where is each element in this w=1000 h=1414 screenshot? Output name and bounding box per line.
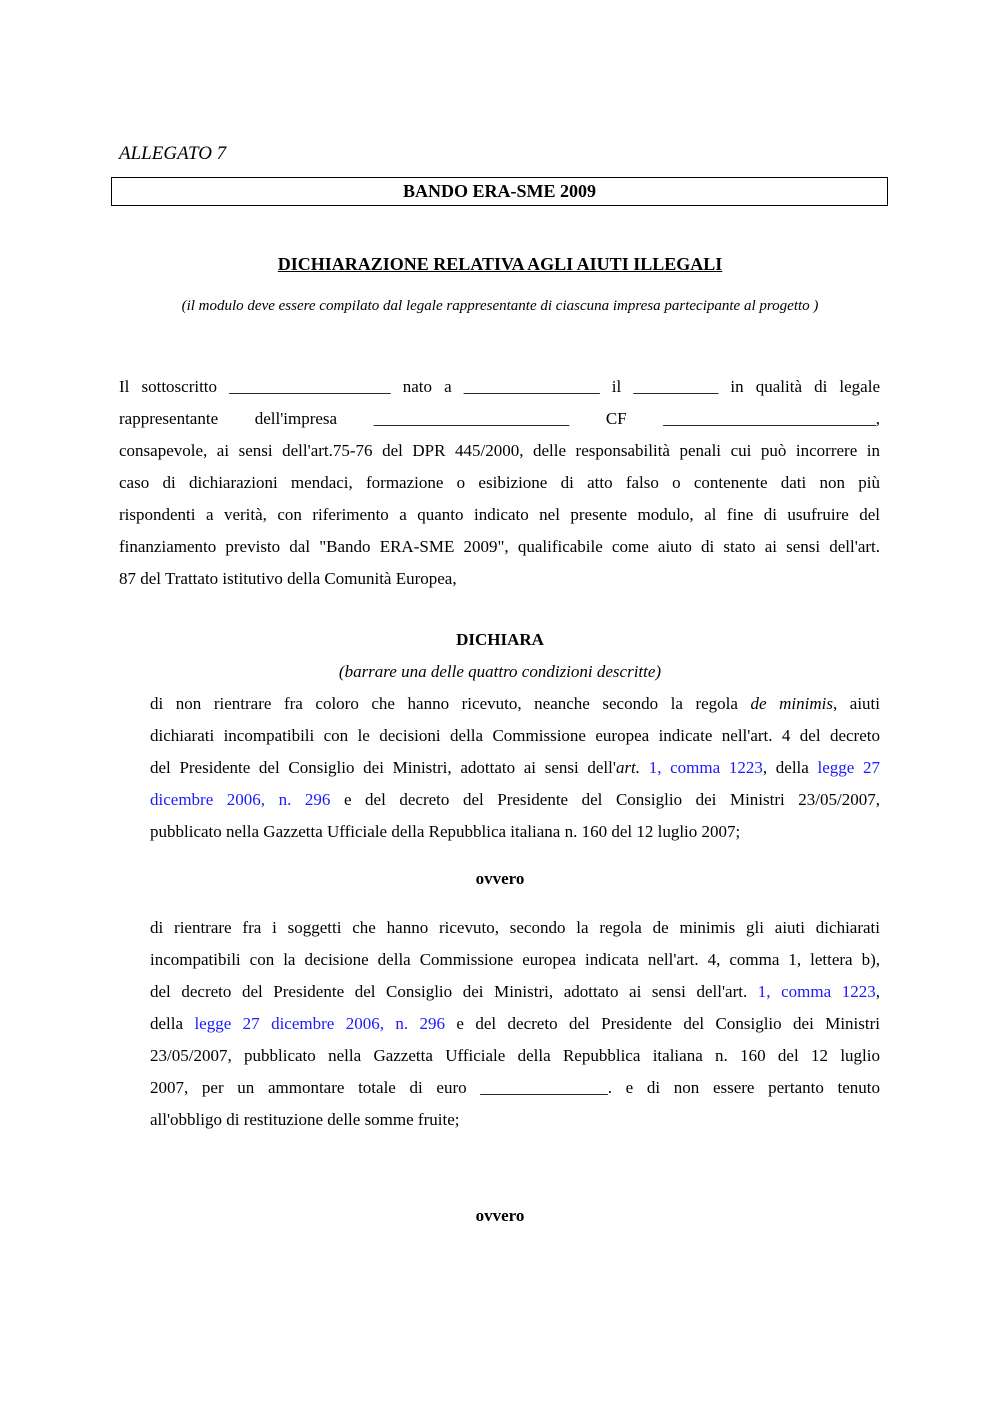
option-line: di rientrare fra i soggetti che hanno ricevuto, secondo la regola de minimis gli aiuti dichiarati	[150, 918, 880, 937]
attachment-label: ALLEGATO 7	[119, 143, 227, 164]
law-link[interactable]: legge 27 dicembre 2006, n. 296	[194, 1014, 446, 1033]
dichiara-heading: DICHIARA	[456, 630, 544, 649]
declaration-title: DICHIARAZIONE RELATIVA AGLI AIUTI ILLEGALI	[277, 254, 723, 274]
law-link[interactable]: 1, comma 1223	[640, 758, 763, 777]
option-line: pubblicato nella Gazzetta Ufficiale della Repubblica italiana n. 160 del 12 luglio 2007;	[150, 822, 741, 841]
intro-line: 87 del Trattato istitutivo della Comunità Europea,	[119, 569, 457, 588]
intro-paragraph	[119, 371, 880, 595]
option-1-paragraph	[150, 688, 880, 848]
option-line: 2007, per un ammontare totale di euro _______________. e di non essere pertanto tenuto	[150, 1078, 880, 1097]
option-line: della legge 27 dicembre 2006, n. 296 e del decreto del Presidente del Consiglio dei Ministri	[150, 1014, 881, 1033]
intro-line: finanziamento previsto dal "Bando ERA-SME 2009", qualificabile come aiuto di stato ai sensi dell'art.	[119, 537, 880, 556]
option-2-paragraph	[150, 912, 880, 1136]
bando-title-box: BANDO ERA-SME 2009	[111, 177, 888, 206]
intro-line: caso di dichiarazioni mendaci, formazione o esibizione di atto falso o contenente dati non più	[119, 473, 880, 492]
law-link[interactable]: legge 27	[817, 758, 880, 777]
law-link[interactable]: dicembre 2006, n. 296	[150, 790, 331, 809]
ovvero-separator: ovvero	[475, 1206, 525, 1225]
option-line: 23/05/2007, pubblicato nella Gazzetta Ufficiale della Repubblica italiana n. 160 del 12 luglio	[150, 1046, 880, 1065]
option-line: dicembre 2006, n. 296 e del decreto del Presidente del Consiglio dei Ministri 23/05/2007,	[150, 790, 880, 809]
option-line: del Presidente del Consiglio dei Ministri, adottato ai sensi dell'art. 1, comma 1223, della legge 27	[150, 758, 880, 777]
ovvero-separator: ovvero	[475, 869, 525, 888]
option-line: all'obbligo di restituzione delle somme fruite;	[150, 1110, 460, 1129]
intro-line: rappresentante dell'impresa _______________________ CF _________________________,	[119, 409, 880, 428]
intro-line: rispondenti a verità, con riferimento a quanto indicato nel presente modulo, al fine di usufruire del	[119, 505, 880, 524]
form-instructions: (il modulo deve essere compilato dal legale rappresentante di ciascuna impresa partecipante al progetto )	[181, 298, 819, 314]
option-line: dichiarati incompatibili con le decisioni della Commissione europea indicate nell'art. 4 del decreto	[150, 726, 880, 745]
option-line: di non rientrare fra coloro che hanno ricevuto, neanche secondo la regola de minimis, aiuti	[150, 694, 880, 713]
instruction-note: (barrare una delle quattro condizioni descritte)	[338, 662, 662, 681]
intro-line: consapevole, ai sensi dell'art.75-76 del DPR 445/2000, delle responsabilità penali cui può incorrere in	[119, 441, 880, 460]
option-line: incompatibili con la decisione della Commissione europea indicata nell'art. 4, comma 1, lettera b),	[150, 950, 880, 969]
intro-line: Il sottoscritto ___________________ nato a ________________ il __________ in qualità di legale	[119, 377, 880, 396]
law-link[interactable]: 1, comma 1223	[757, 982, 876, 1001]
option-line: del decreto del Presidente del Consiglio dei Ministri, adottato ai sensi dell'art. 1, comma 1223,	[150, 982, 880, 1001]
